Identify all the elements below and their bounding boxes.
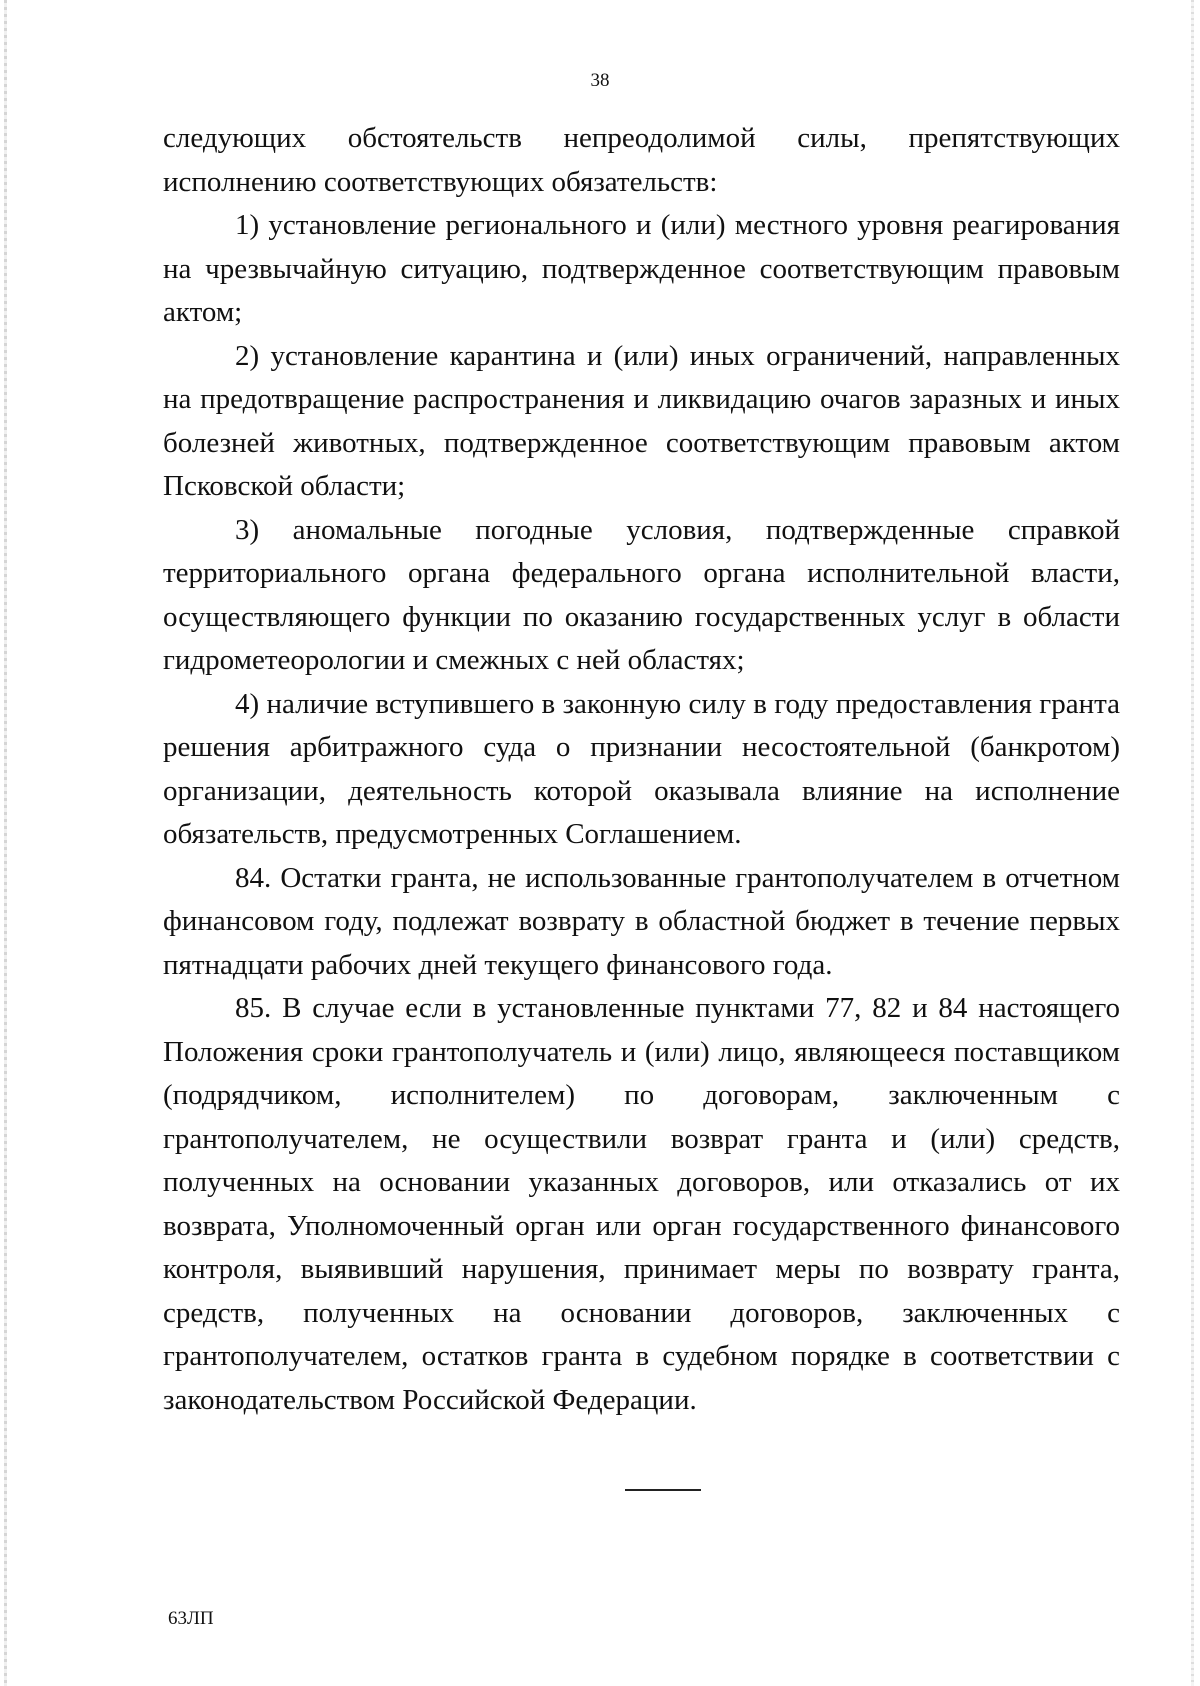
paragraph-item-3: 3) аномальные погодные условия, подтвержденные справкой территориального органа федерального органа исполнительной власти, осуществляющего функции по оказанию государственных услуг в области гидрометеорологии и смежных с ней областях; bbox=[163, 513, 1120, 676]
scan-edge-right bbox=[1191, 0, 1194, 1686]
page-number: 38 bbox=[590, 70, 610, 91]
document-code: 63ЛП bbox=[168, 1608, 214, 1629]
document-body bbox=[163, 117, 1120, 1422]
paragraph-item-4: 4) наличие вступившего в законную силу в году предоставления гранта решения арбитражного суда о признании несостоятельной (банкротом) организации, деятельность которой оказывала влияние на исполнение обязательств, предусмотренных Соглашением. bbox=[163, 687, 1120, 850]
scan-edge-left bbox=[4, 0, 7, 1686]
paragraph-item-2: 2) установление карантина и (или) иных ограничений, направленных на предотвращение распространения и ликвидацию очагов заразных и иных болезней животных, подтвержденное соответствующим правовым актом Псковской области; bbox=[163, 339, 1120, 502]
paragraph-84: 84. Остатки гранта, не использованные грантополучателем в отчетном финансовом году, подлежат возврату в областной бюджет в течение первых пятнадцати рабочих дней текущего финансового года. bbox=[163, 861, 1120, 981]
paragraph-continuation: следующих обстоятельств непреодолимой силы, препятствующих исполнению соответствующих обязательств: bbox=[163, 122, 1120, 198]
end-of-text-rule bbox=[625, 1489, 701, 1491]
paragraph-85: 85. В случае если в установленные пунктами 77, 82 и 84 настоящего Положения сроки грантополучатель и (или) лицо, являющееся поставщиком (подрядчиком, исполнителем) по договорам, заключенным с грантополучателем, не осуществили возврат гранта и (или) средств, полученных на основании указанных договоров, или отказались от их возврата, Уполномоченный орган или орган государственного финансового контроля, выявивший нарушения, принимает меры по возврату гранта, средств, полученных на основании договоров, заключенных с грантополучателем, остатков гранта в судебном порядке в соответствии с законодательством Российской Федерации. bbox=[163, 992, 1120, 1416]
paragraph-item-1: 1) установление регионального и (или) местного уровня реагирования на чрезвычайную ситуацию, подтвержденное соответствующим правовым актом; bbox=[163, 209, 1120, 328]
